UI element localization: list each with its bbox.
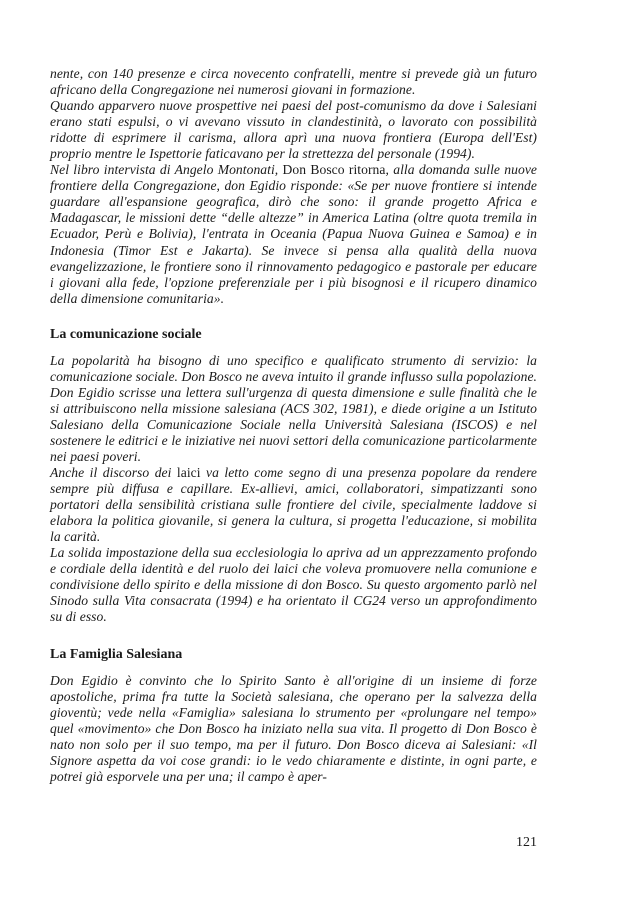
intro-3-part-c: , alla domanda sulle nuove frontiere della Congregazione, don Egidio risponde: «Se per nuove frontiere si intende guardare all'espansione geografica, dirò che sono: il grande progetto Africa e Madagascar, le missioni dette “delle altezze” in America Latina (oltre quota tremila in Ecuador, Perù e Bolivia), l'entrata in Oceania (Papua Nuova Guinea e Samoa) e in Indonesia (Timor Est e Jakarta). Se invece si pensa alla qualità della nuova evangelizzazione, le frontiere sono il rinnovamento pedagogico e pastorale per educare i giovani alla fede, l'opzione preferenziale per i più bisognosi e il ricupero dinamico della dimensione comunitaria». xyxy=(50,162,537,306)
page-number: 121 xyxy=(516,835,537,850)
intro-3-part-a: Nel libro intervista di Angelo Montonati, xyxy=(50,162,279,178)
comunicazione-2-part-c: va letto come segno di una presenza popolare da rendere sempre più diffusa e capillare. Ex-allievi, amici, collaboratori, simpatizzanti sono portatori della sensibilità cristiana sulle frontiere del civile, specialmente laddove si elabora la politica giovanile, si genera la cultura, si progetta l'educazione, si mobilita la carità. xyxy=(50,465,537,545)
paragraph-comunicazione-2 xyxy=(50,465,537,545)
word-laici: laici xyxy=(171,465,207,481)
paragraph-comunicazione-1: La popolarità ha bisogno di uno specifico e qualificato strumento di servizio: la comunicazione sociale. Don Bosco ne aveva intuito il grande influsso sulla popolazione. Don Egidio scrisse una lettera sull'urgenza di questa dimensione e sulle finalità che le si attribuiscono nella missione salesiana (ACS 302, 1981), e diede origine a un Istituto Salesiano della Comunicazione Sociale nella Università Salesiana (ISCOS) e nel sostenere le editrici e le iniziative nei nuovi settori della comunicazione particolarmente nei paesi poveri. xyxy=(50,352,537,464)
paragraph-famiglia-1: Don Egidio è convinto che lo Spirito Santo è all'origine di un insieme di forze apostoliche, prima fra tutte la Società salesiana, che operano per la salvezza della gioventù; vede nella «Famiglia» salesiana lo strumento per «prolungare nel tempo» quel «movimento» che Don Bosco ha iniziato nella sua vita. Il progetto di Don Bosco è nato non solo per il suo tempo, ma per il futuro. Don Bosco diceva ai Salesiani: «Il Signore aspetta da voi cose grandi: io le vedo chiaramente e distinte, in ogni parte, e potrei già esporvele una per una; il campo è aper- xyxy=(50,672,537,784)
paragraph-comunicazione-3: La solida impostazione della sua ecclesiologia lo apriva ad un apprezzamento profondo e cordiale della identità e del ruolo dei laici che voleva promuovere nella comunione e condivisione dello spirito e della missione di don Bosco. Su questo argomento parlò nel Sinodo sulla Vita consacrata (1994) e ha orientato il CG24 verso un approfondimento su di esso. xyxy=(50,545,537,625)
comunicazione-2-part-a: Anche il discorso dei xyxy=(50,465,172,481)
paragraph-intro-1: nente, con 140 presenze e circa novecento confratelli, mentre si prevede già un futuro africano della Congregazione nei numerosi giovani in formazione. xyxy=(50,66,537,98)
paragraph-intro-2: Quando apparvero nuove prospettive nei paesi del post-comunismo da dove i Salesiani erano stati espulsi, o vi avevano vissuto in clandestinità, o lavorato con possibilità ridotte di esprimere il carisma, allora aprì una nuova frontiera (Europa dell'Est) proprio mentre le Ispettorie faticavano per la strettezza del personale (1994). xyxy=(50,98,537,162)
page-body xyxy=(50,66,537,785)
book-title: Don Bosco ritorna xyxy=(278,162,386,178)
section-heading-famiglia: La Famiglia Salesiana xyxy=(50,646,183,662)
section-heading-comunicazione: La comunicazione sociale xyxy=(50,326,202,342)
paragraph-intro-3 xyxy=(50,162,537,306)
